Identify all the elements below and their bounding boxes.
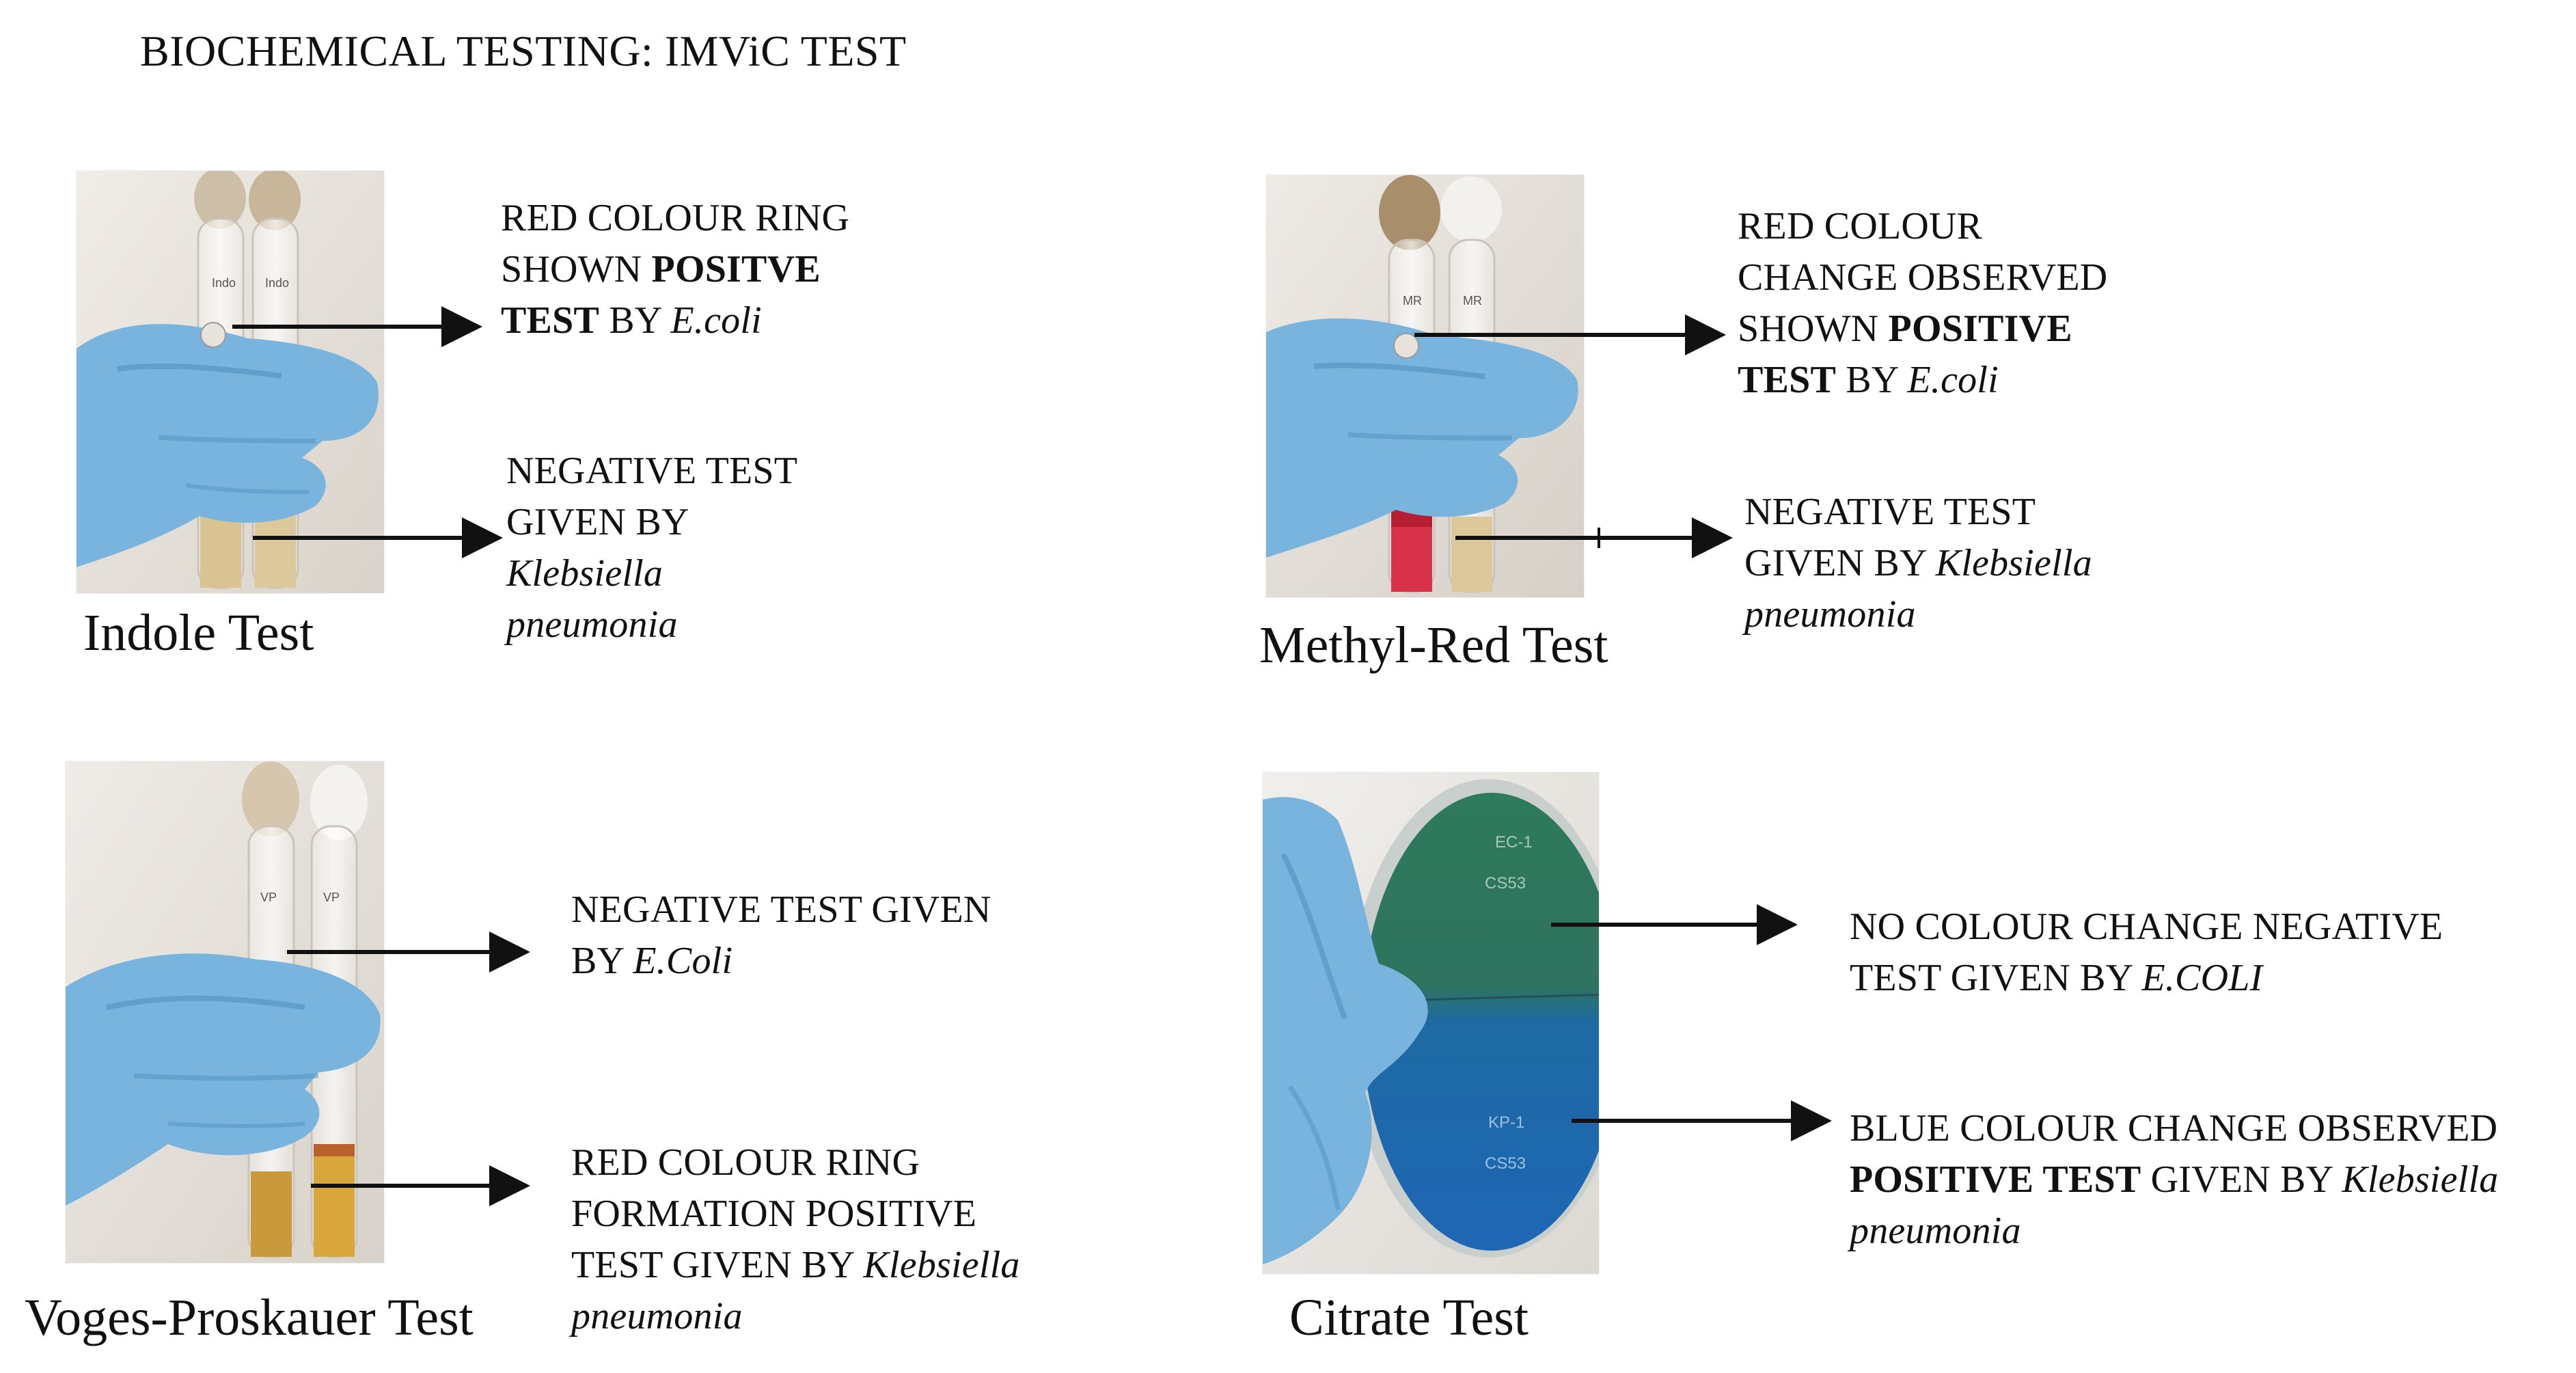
svg-text:EC-1: EC-1 xyxy=(1495,833,1533,852)
svg-text:VP: VP xyxy=(323,891,340,904)
note-line: CHANGE OBSERVED xyxy=(1738,256,2108,299)
note-line: NO COLOUR CHANGE NEGATIVE xyxy=(1850,906,2443,948)
note-line: pneumonia xyxy=(1744,593,1916,636)
note-line: pneumonia xyxy=(1850,1210,2021,1252)
indole-test-label: Indole Test xyxy=(83,604,314,662)
note-line: GIVEN BY Klebsiella xyxy=(1744,542,2092,584)
citrate-test-label: Citrate Test xyxy=(1289,1289,1529,1346)
note-line: BY E.Coli xyxy=(571,940,733,982)
note-line: TEST BY E.coli xyxy=(1738,359,1999,401)
note-line: TEST BY E.coli xyxy=(501,299,762,342)
svg-text:Indo: Indo xyxy=(212,276,236,290)
voges-proskauer-positive-note xyxy=(571,1137,1020,1342)
test-tubes-held-in-blue-glove-image xyxy=(1266,175,1584,597)
note-line: pneumonia xyxy=(506,603,678,646)
note-line: NEGATIVE TEST xyxy=(506,450,798,492)
note-line: POSITIVE TEST GIVEN BY Klebsiella xyxy=(1850,1158,2499,1201)
svg-text:KP-1: KP-1 xyxy=(1488,1113,1525,1132)
svg-text:CS53: CS53 xyxy=(1485,1154,1526,1173)
note-line: SHOWN POSITVE xyxy=(501,248,821,290)
note-line: Klebsiella xyxy=(506,552,663,595)
svg-text:MR: MR xyxy=(1403,294,1422,308)
note-line: pneumonia xyxy=(571,1295,743,1337)
agar-plate-held-in-blue-glove-image xyxy=(1263,772,1599,1274)
citrate-positive-note xyxy=(1850,1103,2498,1257)
citrate-negative-note xyxy=(1850,901,2443,1004)
note-line: SHOWN POSITIVE xyxy=(1738,308,2072,350)
note-line: TEST GIVEN BY Klebsiella xyxy=(571,1244,1020,1286)
indole-positive-note xyxy=(501,193,849,346)
voges-proskauer-test-label: Voges-Proskauer Test xyxy=(25,1289,474,1346)
note-line: RED COLOUR RING xyxy=(571,1141,920,1184)
note-line: NEGATIVE TEST GIVEN xyxy=(571,888,991,931)
note-line: NEGATIVE TEST xyxy=(1744,491,2036,533)
test-tubes-held-in-blue-glove-image xyxy=(77,171,384,593)
svg-text:MR: MR xyxy=(1463,294,1482,308)
methyl-red-positive-note xyxy=(1738,201,2107,406)
note-line: RED COLOUR xyxy=(1738,205,1983,247)
indole-negative-note xyxy=(506,446,797,651)
methyl-red-test-label: Methyl-Red Test xyxy=(1259,616,1608,674)
note-line: TEST GIVEN BY E.COLI xyxy=(1850,957,2263,999)
note-line: FORMATION POSITIVE xyxy=(571,1193,977,1235)
test-tubes-held-in-blue-glove-image xyxy=(66,761,384,1263)
voges-proskauer-negative-note xyxy=(571,884,991,987)
indole-test-photo xyxy=(77,171,384,593)
note-line: GIVEN BY xyxy=(506,501,689,543)
methyl-red-negative-note xyxy=(1744,487,2092,640)
note-line: RED COLOUR RING xyxy=(501,197,850,239)
methyl-red-test-photo xyxy=(1266,175,1584,597)
svg-text:Indo: Indo xyxy=(265,276,290,290)
page-title: BIOCHEMICAL TESTING: IMViC TEST xyxy=(140,27,907,75)
svg-text:VP: VP xyxy=(260,891,277,904)
note-line: BLUE COLOUR CHANGE OBSERVED xyxy=(1850,1107,2498,1150)
voges-proskauer-test-photo xyxy=(66,761,384,1263)
svg-text:CS53: CS53 xyxy=(1485,874,1526,893)
citrate-test-photo xyxy=(1263,772,1599,1274)
